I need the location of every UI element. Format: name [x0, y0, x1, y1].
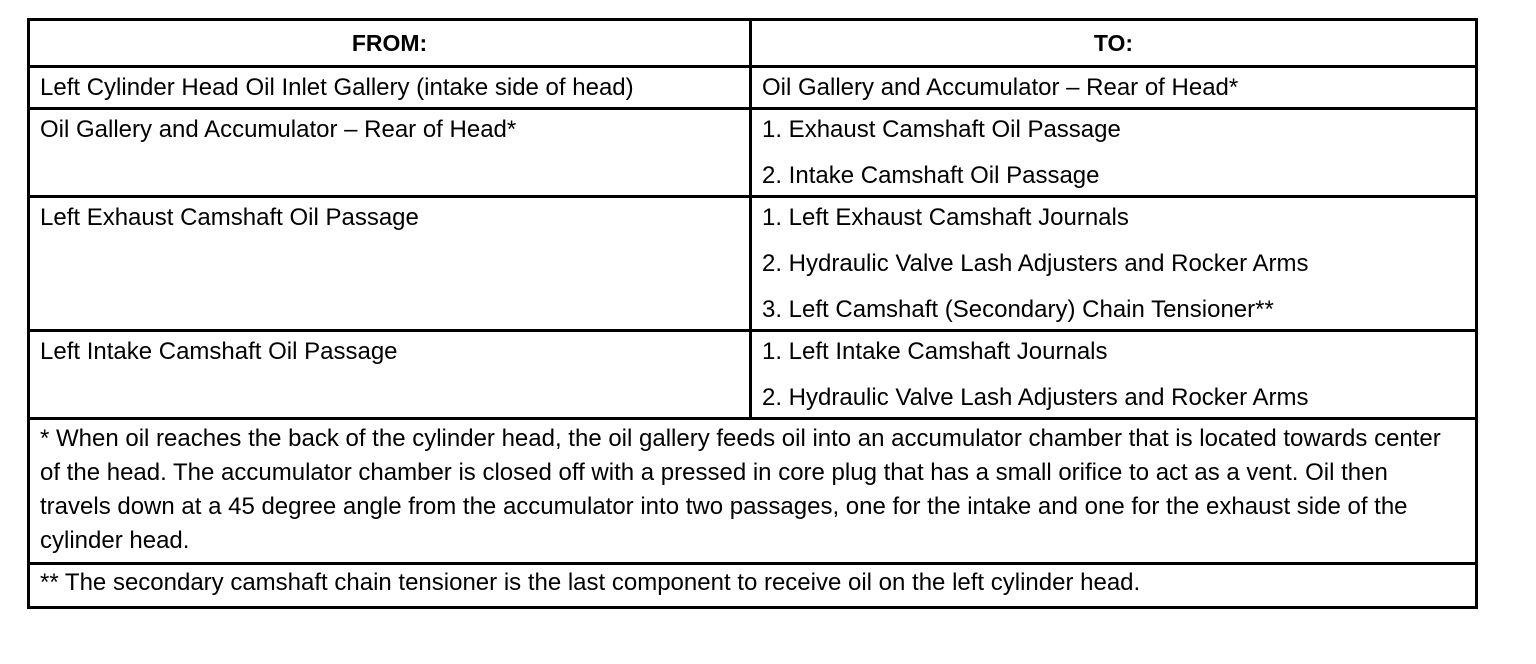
from-cell [29, 197, 751, 331]
to-cell [751, 109, 1477, 197]
table-row [29, 197, 1477, 331]
to-item: 3. Left Camshaft (Secondary) Chain Tensioner** [762, 296, 1274, 323]
footnote-row [29, 419, 1477, 564]
to-item: 2. Intake Camshaft Oil Passage [762, 162, 1100, 189]
footnote-accumulator: * When oil reaches the back of the cylinder head, the oil gallery feeds oil into an accumulator chamber that is located towards center of the head. The accumulator chamber is closed off with a pressed in core plug that has a small orifice to act as a vent. Oil then travels down at a 45 degree angle from the accumulator into two passages, one for the intake and one for the exhaust side of the cylinder head. [29, 419, 1477, 564]
from-text: Left Intake Camshaft Oil Passage [40, 338, 398, 365]
to-cell [751, 197, 1477, 331]
to-cell [751, 331, 1477, 419]
from-text: Left Exhaust Camshaft Oil Passage [40, 204, 419, 231]
from-text: Oil Gallery and Accumulator – Rear of Head* [40, 116, 517, 143]
to-item: 1. Left Intake Camshaft Journals [762, 338, 1108, 365]
table-header-row [29, 20, 1477, 67]
table-row [29, 109, 1477, 197]
table-row [29, 331, 1477, 419]
from-cell [29, 331, 751, 419]
to-item: 2. Hydraulic Valve Lash Adjusters and Rocker Arms [762, 250, 1309, 277]
oil-flow-table [27, 18, 1478, 609]
to-list [762, 112, 1465, 192]
to-cell [751, 67, 1477, 109]
from-column-header: FROM: [29, 20, 751, 67]
footnote-chain-tensioner: ** The secondary camshaft chain tensioner is the last component to receive oil on the left cylinder head. [29, 564, 1477, 608]
from-cell [29, 67, 751, 109]
from-text: Left Cylinder Head Oil Inlet Gallery (intake side of head) [40, 74, 634, 101]
to-item: 1. Left Exhaust Camshaft Journals [762, 204, 1129, 231]
footnote-row [29, 564, 1477, 608]
to-item: Oil Gallery and Accumulator – Rear of Head* [762, 74, 1239, 101]
to-column-header: TO: [751, 20, 1477, 67]
to-item: 1. Exhaust Camshaft Oil Passage [762, 116, 1121, 143]
to-list [762, 200, 1465, 326]
to-list [762, 70, 1465, 104]
to-item: 2. Hydraulic Valve Lash Adjusters and Rocker Arms [762, 384, 1309, 411]
table-row [29, 67, 1477, 109]
to-list [762, 334, 1465, 414]
from-cell [29, 109, 751, 197]
